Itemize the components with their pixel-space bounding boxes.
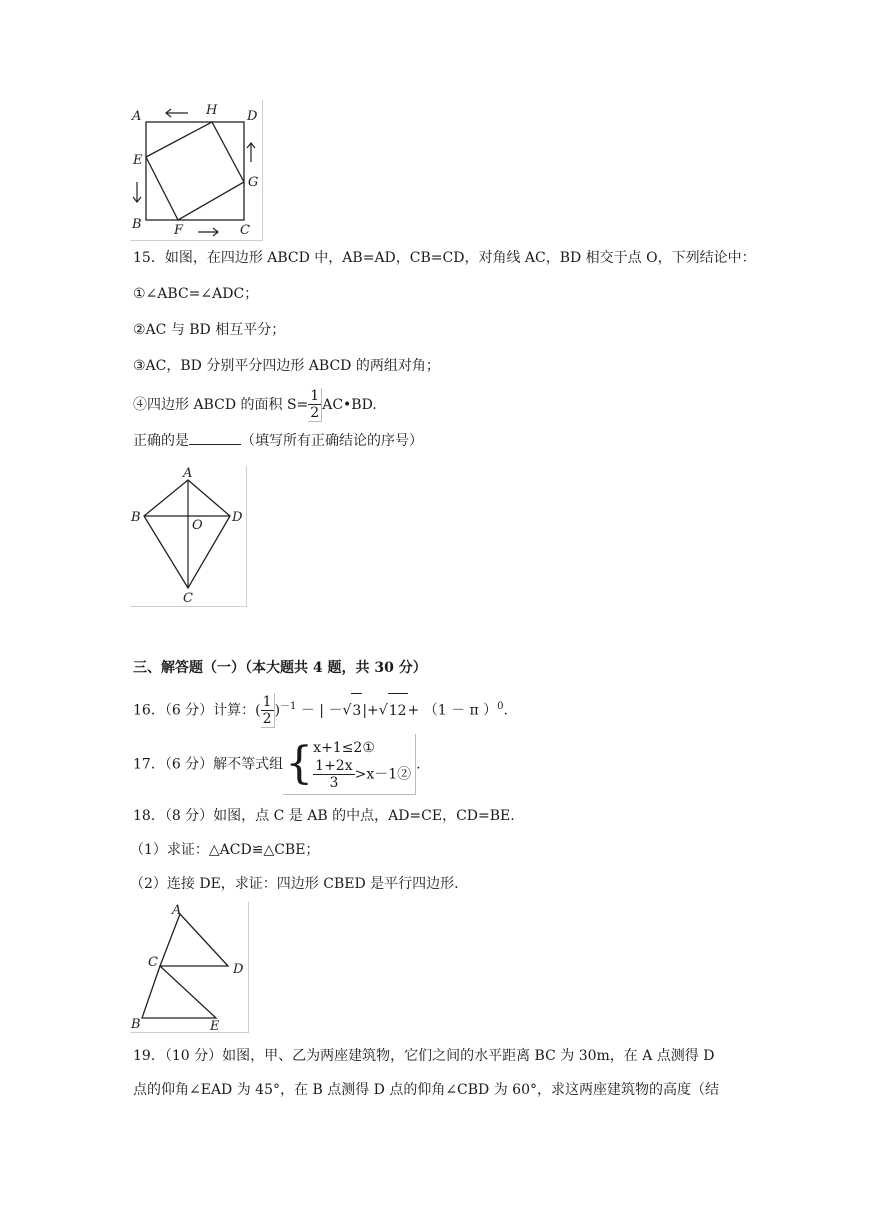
- label-c: C: [148, 955, 158, 970]
- label-d: D: [247, 109, 258, 124]
- q18-text: 18．（8 分）如图，点 C 是 AB 的中点，AD=CE，CD=BE.: [133, 808, 515, 824]
- q17-fraction: [313, 758, 354, 791]
- q16-sqrt-12: 12: [388, 693, 408, 728]
- label-c: C: [183, 591, 193, 606]
- label-h: H: [206, 103, 218, 118]
- q17-numerator: 1+2x: [315, 757, 353, 774]
- inequality-system: [283, 734, 416, 795]
- figure-square-efgh: [130, 100, 263, 241]
- label-f: F: [174, 223, 184, 238]
- fraction-half: [308, 388, 321, 421]
- q16-end: .: [503, 702, 508, 719]
- section-3-heading: 三、解答题（一）（本大题共 4 题，共 30 分）: [133, 660, 427, 676]
- label-c: C: [240, 223, 250, 238]
- q19-line-1: 19．（10 分）如图，甲、乙为两座建筑物，它们之间的水平距离 BC 为 30m，在 A 点测得 D: [133, 1048, 715, 1064]
- q15-choice-4-pre: ④四边形 ABCD 的面积 S=: [133, 397, 309, 413]
- label-d: D: [232, 510, 243, 525]
- q15-answer-post: （填写所有正确结论的序号）: [241, 433, 423, 449]
- label-b: B: [131, 510, 141, 525]
- q16-sqrt-3: 3: [351, 693, 362, 728]
- q17-line: [133, 734, 421, 795]
- q19-line-2: 点的仰角∠EAD 为 45°，在 B 点测得 D 点的仰角∠CBD 为 60°，求这两座建筑物的高度（结: [133, 1082, 719, 1098]
- q16-mid2: － | －: [300, 702, 343, 719]
- q16-denominator: 2: [262, 710, 272, 727]
- inequality-1: x+1≤2①: [313, 739, 375, 756]
- q16-mid1: ): [274, 702, 281, 719]
- q15-answer-line: [133, 430, 423, 451]
- label-o: O: [192, 518, 203, 533]
- q15-answer-pre: 正确的是: [133, 433, 189, 449]
- q16-pre: 16．（6 分）计算：(: [133, 702, 261, 719]
- fraction-box: [308, 388, 322, 422]
- q15-choice-4-post: AC•BD.: [322, 397, 377, 413]
- q16-exponent-zero: 0: [497, 701, 504, 712]
- label-a: A: [183, 466, 193, 481]
- q18-part-1: （1）求证：△ACD≌△CBE；: [130, 842, 320, 858]
- q16-exponent: －1: [280, 701, 297, 712]
- figure-triangles-svg: [130, 902, 248, 1032]
- q15-choice-1: ①∠ABC=∠ADC；: [133, 286, 259, 302]
- fraction-denominator: 2: [310, 405, 320, 421]
- brace: {: [285, 738, 314, 789]
- figure-triangles: [130, 902, 249, 1033]
- label-a: A: [132, 109, 142, 124]
- q16-numerator: 1: [262, 693, 272, 710]
- sqrt-sign: √: [342, 702, 352, 719]
- q17-denominator: 3: [329, 774, 339, 791]
- label-a: A: [172, 903, 182, 918]
- answer-blank[interactable]: [189, 430, 241, 445]
- figure-square-svg: [130, 100, 262, 240]
- q16-fraction-box: [261, 693, 275, 728]
- label-d: D: [233, 962, 244, 977]
- sqrt-sign: √: [378, 702, 388, 719]
- label-e: E: [210, 1019, 220, 1032]
- label-b: B: [131, 1017, 141, 1032]
- q17-end: .: [416, 756, 421, 773]
- q16-fraction: [261, 694, 274, 727]
- figure-kite-svg: [130, 466, 246, 606]
- label-g: G: [248, 175, 259, 190]
- inequality-lines: [313, 738, 415, 791]
- q15-choice-2: ②AC 与 BD 相互平分；: [133, 322, 286, 338]
- label-e: E: [133, 153, 143, 168]
- figure-kite-abcd: [130, 466, 247, 607]
- fraction-numerator: 1: [310, 388, 320, 404]
- q16-line: [133, 690, 508, 728]
- q18-part-2: （2）连接 DE，求证：四边形 CBED 是平行四边形.: [130, 876, 459, 892]
- inequality-2-post: >x－1②: [354, 766, 412, 782]
- q17-pre: 17．（6 分）解不等式组: [133, 756, 284, 773]
- q15-text: 15．如图，在四边形 ABCD 中，AB=AD，CB=CD，对角线 AC，BD 相交于点 O，下列结论中：: [133, 250, 756, 266]
- label-b: B: [132, 217, 142, 232]
- inequality-2: [313, 758, 415, 791]
- q15-choice-3: ③AC，BD 分别平分四边形 ABCD 的两组对角；: [133, 358, 440, 374]
- q16-post: + （1 － π ）: [407, 702, 498, 719]
- q16-mid3: |+: [362, 702, 379, 719]
- q15-choice-4: [133, 388, 377, 422]
